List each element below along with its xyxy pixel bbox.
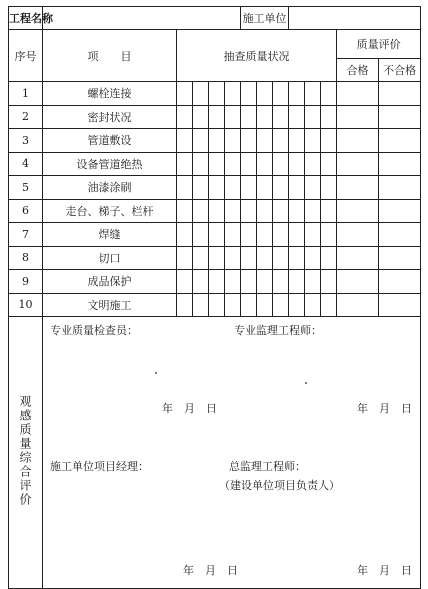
inspection-cell[interactable] [273,152,289,176]
fail-cell[interactable] [379,129,421,153]
table-row [9,105,421,129]
inspection-cell[interactable] [321,82,337,106]
inspection-cell[interactable] [241,199,257,223]
row-item: 焊缝 [43,223,177,247]
pass-cell[interactable] [337,105,379,129]
inspection-cell[interactable] [273,105,289,129]
inspection-cell[interactable] [257,246,273,270]
inspection-cell[interactable] [241,293,257,317]
contractor-field[interactable] [289,7,421,30]
inspection-cell[interactable] [257,176,273,200]
row-number: 7 [9,223,43,247]
inspection-cell[interactable] [193,82,209,106]
inspection-cell[interactable] [273,82,289,106]
manager-label: 施工单位项目经理： [50,460,149,473]
inspection-cell[interactable] [305,105,321,129]
row-item: 管道敷设 [43,129,177,153]
row-number: 10 [9,293,43,317]
inspection-cell[interactable] [177,82,193,106]
inspection-cell[interactable] [305,176,321,200]
inspection-cell[interactable] [225,176,241,200]
row-item: 螺栓连接 [43,82,177,106]
table-row [9,199,421,223]
fail-cell[interactable] [379,176,421,200]
fail-cell[interactable] [379,105,421,129]
fail-cell[interactable] [379,199,421,223]
fail-header: 不合格 [379,59,421,82]
inspection-cell[interactable] [209,152,225,176]
pass-header: 合格 [337,59,379,82]
inspection-cell[interactable] [225,199,241,223]
inspection-cell[interactable] [273,176,289,200]
table-row [9,223,421,247]
inspection-cell[interactable] [225,246,241,270]
date-1: 年 月 日 [162,402,217,415]
inspection-cell[interactable] [289,246,305,270]
signoff-area [43,317,421,589]
inspection-cell[interactable] [209,246,225,270]
inspection-cell[interactable] [225,129,241,153]
row-number: 6 [9,199,43,223]
row-item: 密封状况 [43,105,177,129]
row-item: 切口 [43,246,177,270]
inspection-cell[interactable] [177,105,193,129]
table-row [9,176,421,200]
row-item: 油漆涂刷 [43,176,177,200]
inspection-cell[interactable] [177,176,193,200]
inspection-cell[interactable] [241,223,257,247]
item-header: 项 目 [43,30,177,82]
inspection-cell[interactable] [321,152,337,176]
pass-cell[interactable] [337,129,379,153]
inspection-cell[interactable] [193,223,209,247]
inspection-cell[interactable] [209,82,225,106]
pass-cell[interactable] [337,270,379,294]
inspection-cell[interactable] [273,129,289,153]
pass-cell[interactable] [337,152,379,176]
pass-cell[interactable] [337,246,379,270]
inspection-cell[interactable] [257,293,273,317]
fail-cell[interactable] [379,223,421,247]
inspection-cell[interactable] [289,223,305,247]
inspection-cell[interactable] [193,199,209,223]
inspection-cell[interactable] [305,129,321,153]
inspection-cell[interactable] [321,176,337,200]
inspection-cell[interactable] [209,176,225,200]
fail-cell[interactable] [379,246,421,270]
inspection-cell[interactable] [305,293,321,317]
column-header-row [9,30,421,59]
inspection-cell[interactable] [209,129,225,153]
inspection-cell[interactable] [225,105,241,129]
inspection-cell[interactable] [177,129,193,153]
inspection-cell[interactable] [289,176,305,200]
inspection-cell[interactable] [177,246,193,270]
pass-cell[interactable] [337,223,379,247]
table-row [9,82,421,106]
table-row [9,270,421,294]
inspection-cell[interactable] [241,105,257,129]
date-2: 年 月 日 [357,402,412,415]
project-name-label: 工程名称 [9,7,43,30]
inspector-label: 专业质量检查员： [50,324,138,337]
table-row [9,152,421,176]
fail-cell[interactable] [379,82,421,106]
inspection-cell[interactable] [273,223,289,247]
inspection-cell[interactable] [289,152,305,176]
inspection-cell[interactable] [289,105,305,129]
row-item: 文明施工 [43,293,177,317]
inspection-cell[interactable] [225,223,241,247]
date-3: 年 月 日 [183,564,238,577]
row-number: 5 [9,176,43,200]
inspection-cell[interactable] [321,246,337,270]
inspection-cell[interactable] [177,270,193,294]
inspection-cell[interactable] [273,270,289,294]
inspection-cell[interactable] [209,223,225,247]
inspection-cell[interactable] [321,270,337,294]
chief-supervisor-note: （建设单位项目负责人） [219,479,340,492]
inspection-cell[interactable] [177,293,193,317]
inspection-cell[interactable] [177,223,193,247]
inspection-cell[interactable] [225,152,241,176]
inspection-cell[interactable] [305,270,321,294]
table-row [9,129,421,153]
project-name-field[interactable] [43,7,241,30]
inspection-cell[interactable] [209,270,225,294]
inspection-cell[interactable] [321,105,337,129]
inspection-cell[interactable] [241,82,257,106]
row-number: 2 [9,105,43,129]
row-number: 9 [9,270,43,294]
inspection-cell[interactable] [305,223,321,247]
inspection-cell[interactable] [273,293,289,317]
inspection-cell[interactable] [193,152,209,176]
inspection-cell[interactable] [257,82,273,106]
inspection-header: 抽查质量状况 [177,30,337,82]
inspection-cell[interactable] [193,293,209,317]
inspection-cell[interactable] [321,129,337,153]
inspection-cell[interactable] [241,129,257,153]
scan-speck [305,382,307,384]
inspection-cell[interactable] [257,129,273,153]
inspection-cell[interactable] [289,270,305,294]
inspection-cell[interactable] [177,199,193,223]
row-number: 4 [9,152,43,176]
inspection-cell[interactable] [193,270,209,294]
signoff-row [9,317,421,589]
inspection-cell[interactable] [305,152,321,176]
row-number: 1 [9,82,43,106]
inspection-cell[interactable] [193,246,209,270]
inspection-cell[interactable] [257,270,273,294]
inspection-cell[interactable] [209,105,225,129]
inspection-cell[interactable] [289,293,305,317]
inspection-cell[interactable] [241,152,257,176]
inspection-cell[interactable] [321,293,337,317]
inspection-cell[interactable] [241,246,257,270]
signoff-section-title: 观感质量综合评价 [18,395,32,507]
pass-cell[interactable] [337,176,379,200]
inspection-cell[interactable] [241,176,257,200]
row-number: 3 [9,129,43,153]
inspection-cell[interactable] [225,270,241,294]
inspection-cell[interactable] [257,199,273,223]
row-item: 走台、梯子、栏杆 [43,199,177,223]
table-row [9,246,421,270]
table-row [9,293,421,317]
contractor-label: 施工单位 [241,7,289,30]
inspection-cell[interactable] [289,199,305,223]
fail-cell[interactable] [379,152,421,176]
seq-header: 序号 [9,30,43,82]
quality-eval-header: 质量评价 [337,30,421,59]
pass-cell[interactable] [337,199,379,223]
scan-speck [155,372,157,374]
inspection-cell[interactable] [193,129,209,153]
inspection-cell[interactable] [321,199,337,223]
pass-cell[interactable] [337,293,379,317]
inspection-cell[interactable] [209,293,225,317]
row-item: 成品保护 [43,270,177,294]
pass-cell[interactable] [337,82,379,106]
inspection-cell[interactable] [321,223,337,247]
inspection-cell[interactable] [289,129,305,153]
project-header-row [9,7,421,30]
inspection-cell[interactable] [177,152,193,176]
inspection-cell[interactable] [305,199,321,223]
inspection-cell[interactable] [209,199,225,223]
row-item: 设备管道绝热 [43,152,177,176]
inspection-cell[interactable] [289,82,305,106]
inspection-cell[interactable] [241,270,257,294]
inspection-cell[interactable] [305,82,321,106]
inspection-cell[interactable] [257,105,273,129]
inspection-cell[interactable] [273,199,289,223]
inspection-cell[interactable] [305,246,321,270]
inspection-cell[interactable] [257,223,273,247]
fail-cell[interactable] [379,293,421,317]
chief-supervisor-label: 总监理工程师： [229,460,306,473]
row-number: 8 [9,246,43,270]
inspection-cell[interactable] [193,176,209,200]
quality-table [8,6,421,589]
inspection-cell[interactable] [225,82,241,106]
inspection-cell[interactable] [193,105,209,129]
fail-cell[interactable] [379,270,421,294]
inspection-cell[interactable] [257,152,273,176]
date-4: 年 月 日 [357,564,412,577]
inspection-cell[interactable] [225,293,241,317]
signoff-title-cell [9,317,43,589]
supervisor-label: 专业监理工程师： [234,324,322,337]
inspection-cell[interactable] [273,246,289,270]
